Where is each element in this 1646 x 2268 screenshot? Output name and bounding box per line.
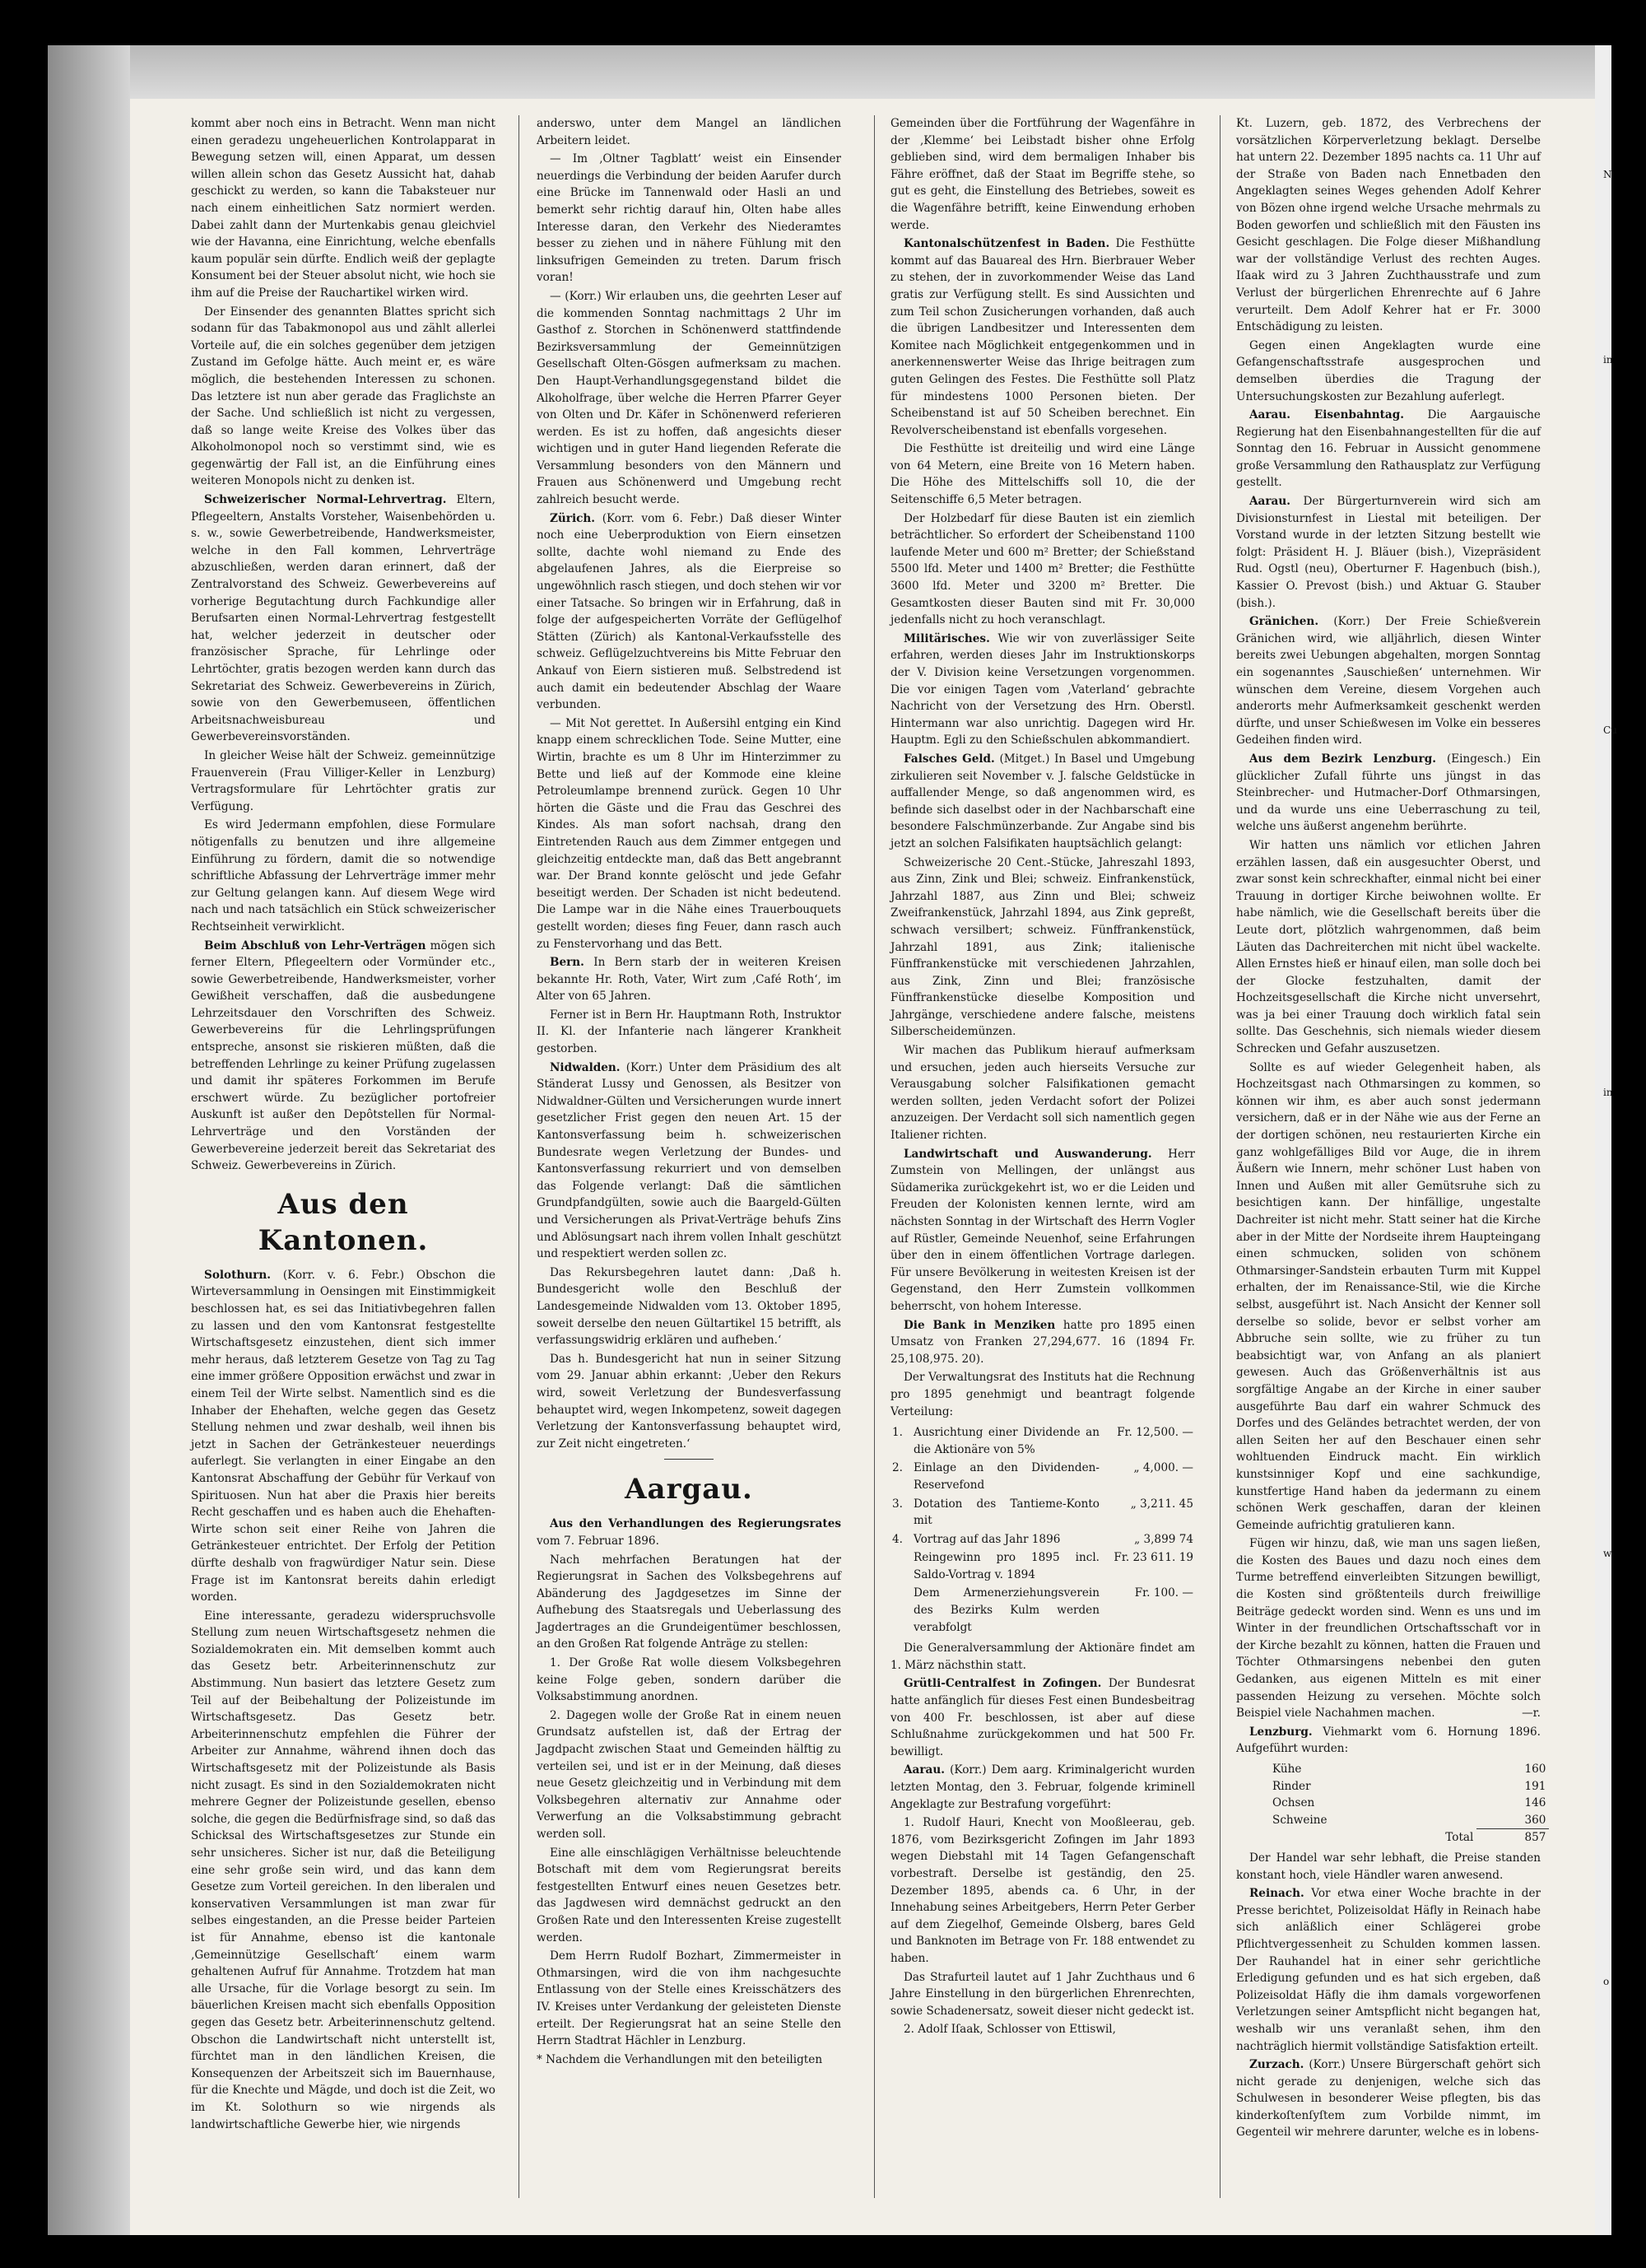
edge-fragment: in (1603, 1087, 1613, 1098)
table-cell: 191 (1524, 1779, 1546, 1793)
paragraph (1236, 751, 1541, 836)
item-heading: Aarau. (904, 1763, 945, 1777)
item-heading: Nidwalden. (550, 1060, 621, 1074)
table-cell: Vortrag auf das Jahr 1896 (914, 1532, 1061, 1546)
paragraph: Das h. Bundesgericht hat nun in seiner Sitzung vom 29. Januar abhin erkannt: ‚Ueber den Rekurs wird, soweit Verletzung der Bundesverfassung behauptet wird, wegen Inkompetenz, soweit dagegen Verletzung der Kantonsverfassung behauptet wird, zur Zeit nicht eingetreten.‘ (537, 1352, 841, 1451)
item-text: Viehmarkt vom 6. Hornung 1896. Aufgeführt wurden: (1236, 1725, 1541, 1756)
paragraph (1236, 2056, 1541, 2141)
paragraph (1236, 613, 1541, 749)
livestock-table (1269, 1761, 1549, 1847)
section-heading: Aargau. (625, 1473, 753, 1507)
footnote: * Nachdem die Verhandlungen mit den beteiligten (537, 2052, 823, 2066)
table-cell: „ 3,211. 45 (1130, 1497, 1193, 1511)
column-rule (874, 115, 875, 2198)
item-heading: Aarau. (1249, 495, 1290, 509)
table-cell: 146 (1524, 1796, 1546, 1810)
table-cell: 4. (892, 1532, 903, 1546)
item-heading: Reinach. (1249, 1887, 1304, 1901)
table-cell: Kühe (1272, 1763, 1302, 1776)
item-text: (Eingesch.) Ein glücklicher Zufall führte uns jüngst in das Steinbrecher- und Hutmacher-Dorf Othmarsingen, und da wurde uns eine Ueberraschung zu teil, welche uns äußerst angenehm berührte. (1236, 752, 1541, 834)
paragraph: Der Holzbedarf für diese Bauten ist ein ziemlich beträchtlicher. So erfordert der Scheibenstand 1100 laufende Meter und 600 m² Bretter; der Schießstand 5500 lfd. Meter und 1400 m² Bretter; die Festhütte 3600 lfd. Meter und 3200 m² Bretter. Die Gesamtkosten dieser Bauten sind mit Fr. 30,000 jedenfalls nicht zu hoch veranschlagt. (890, 511, 1195, 627)
edge-fragment: o (1603, 1976, 1610, 1987)
edge-fragment: in (1603, 354, 1613, 366)
table-row (890, 1530, 1195, 1549)
paragraph: Gemeinden über die Fortführung der Wagenfähre in der ‚Klemme‘ bei Leibstadt bisher ohne Erfolg geblieben sind, wird dem bermaligen Inhaber bis Fähre eröffnet, daß der Staat im Begriffe stehe, so gut es geht, die Einstellung des Betriebes, soweit es die Wagenfähre betrifft, keine Einwendung erhoben werde. (890, 117, 1195, 232)
table-row (890, 1459, 1195, 1494)
paragraph: anderswo, unter dem Mangel an ländlichen Arbeitern leidet. (537, 117, 841, 147)
item-heading: Falsches Geld. (904, 752, 995, 766)
paragraph: Ferner ist in Bern Hr. Hauptmann Roth, Instruktor II. Kl. der Infanterie nach längerer Krankheit gestorben. (537, 1008, 841, 1056)
table-cell: Schweine (1272, 1814, 1327, 1828)
paragraph: — Mit Not gerettet. In Außersihl entging ein Kind knapp einem schrecklichen Tode. Seine Mutter, eine Wirtin, brachte es um 8 Uhr im Hinterzimmer zu Bette und ließ auf der Kommode eine kleine Petroleumlampe brennend zurück. Gegen 10 Uhr hörten die Gäste und die Frau das Geschrei des Kindes. Als man sofort nachsah, drang den Eintretenden Rauch aus dem Zimmer entgegen und gleichzeitig entdeckte man, daß das Bett angebrannt war. Der Brand konnte gelöscht und jede Gefahr beseitigt werden. Der Schaden ist nicht bedeutend. Die Lampe war in die Nähe eines Trauerbouquets gestellt worden; dieses fing Feuer, dann rasch auch zu Fenstervorhang und das Bett. (537, 716, 841, 951)
section-heading: Aus den Kantonen. (258, 1187, 429, 1257)
paragraph (1236, 493, 1541, 612)
table-cell: „ 3,899 74 (1134, 1532, 1193, 1546)
table-cell: 857 (1524, 1831, 1546, 1845)
column-rule (1220, 115, 1221, 2198)
item-heading: Solothurn. (204, 1268, 271, 1282)
paragraph (191, 491, 495, 746)
paragraph: Das Rekursbegehren lautet dann: ‚Daß h. Bundesgericht wolle den Beschluß der Landesgemeinde Nidwalden vom 13. Oktober 1895, soweit derselbe den neuen Gültartikel 15 betrifft, als verfassungswidrig erklären und aufheben.‘ (537, 1265, 841, 1348)
item-text: (Korr.) Der Freie Schießverein Gränichen wird, wie alljährlich, diesen Winter bereits zwei Uebungen abgehalten, morgen Sonntag ein sogenanntes ‚Sauschießen‘ unternehmen. Wir wünschen dem Vereine, diesem Vorgehen auch anderorts mehr Aufmerksamkeit geschenkt werden dürfte, und unser Schießwesen im Volke ein besseres Gedeihen finden wird. (1236, 615, 1541, 747)
paragraph (191, 1267, 495, 1606)
paragraph: kommt aber noch eins in Betracht. Wenn man nicht einen geradezu ungeheuerlichen Kontrolapparat in Bewegung setzen will, einen Apparat, um dessen willen allein schon das Gesetz Aussicht hat, dahab geschickt zu werden, so kann die Tabaksteuer nur nach einem einheitlichen Satz normiert werden. Dabei zahlt dann der Murtenkabis genau gleichviel wie der Havanna, eine Einrichtung, welche ebenfalls kaum populär sein dürfte. Endlich weiß der geplagte Konsument bei der Steuer absolut nicht, wie hoch sie ihm auf die Preise der Rauchartikel wirken wird. (191, 117, 495, 300)
paragraph: Die Festhütte ist dreiteilig und wird eine Länge von 64 Metern, eine Breite von 16 Metern haben. Die Höhe des Mittelschiffs soll 10, die der Seitenschiffe 6,5 Meter betragen. (890, 442, 1195, 507)
paragraph: Wir hatten uns nämlich vor etlichen Jahren erzählen lassen, daß ein ausgesuchter Oberst, und zwar sonst kein schreckhafter, einmal nicht bei einer Trauung in dortiger Kirche beiwohnen wollte. Er habe nämlich, wie die Gesellschaft bereits über die Leute dort, plötzlich wahrgenommen, daß beim Läuten das Dachreiterchen mit nicht übel wackelte. Allen Ernstes hieß er hinauf eilen, man solle doch bei der Glocke festzuhalten, damit der Hochzeitsgesellschaft die Kirche nicht unversehrt, was ja bei einer Trauung doch wirklich fatal sein sollte. Das Geschehnis, sich niemals wieder diesem Schrecken und Gefahr auszusetzen. (1236, 838, 1541, 1056)
scan-margin-left (48, 45, 130, 2235)
item-text: vom 7. Februar 1896. (537, 1534, 659, 1548)
table-cell: 160 (1524, 1763, 1546, 1776)
table-row (890, 1548, 1195, 1584)
table-cell: Fr. 12,500. — (1117, 1426, 1193, 1440)
item-heading: Zurzach. (1249, 2058, 1304, 2072)
paragraph: 2. Dagegen wolle der Große Rat in einem neuen Grundsatz aufstellen ist, daß der Ertrag der Jagdpacht zwischen Staat und Gemeinden hälftig zu verteilen sei, und ist er in der Meinung, daß dieses neue Gesetz gleichzeitig und in Verbindung mit dem Volksbegehren alternativ zur Annahme oder Verwerfung an die Volksabstimmung gebracht werden soll. (537, 1708, 841, 1841)
item-text: (Korr.) Unsere Bürgerschaft gehört sich nicht gerade zu denjenigen, welche sich das Schulwesen in besonderer Weise pflegten, bis das kinderkoſtenſyſtem zum Vorbilde nimmt, im Gegenteil wir mehrere darunter, welche es in lobens- (1236, 2058, 1541, 2140)
paragraph (191, 938, 495, 1175)
table-cell: Dotation des Tantieme-Konto mit (914, 1497, 1100, 1528)
paragraph (890, 751, 1195, 853)
column-4 (1236, 115, 1546, 2198)
table-cell: Reingewinn pro 1895 incl. Saldo-Vortrag v. 1894 (914, 1551, 1100, 1581)
item-heading: Die Bank in Menziken (904, 1318, 1056, 1332)
paragraph: Der Handel war sehr lebhaft, die Preise standen konstant hoch, viele Händler waren anwesend. (1236, 1851, 1541, 1882)
table-cell: Dem Armenerziehungsverein des Bezirks Kulm werden verabfolgt (914, 1586, 1100, 1634)
paragraph (890, 1675, 1195, 1760)
item-heading: Zürich. (550, 511, 596, 525)
item-text: Die Aargauische Regierung hat den Eisenbahnangestellten für die auf Sonntag den 16. Februar in Aussicht genommene große Versammlung den Rathausplatz zur Verfügung gestellt. (1236, 408, 1541, 490)
column-3 (890, 115, 1195, 2198)
signature: —r. (1522, 1707, 1541, 1721)
table-cell: Fr. 100. — (1134, 1586, 1193, 1600)
table-row (1269, 1761, 1549, 1778)
item-text: Der Bürgerturnverein wird sich am Divisionsturnfest in Liestal mit beteiligen. Der Vorstand wurde in der letzten Sitzung bestellt wie folgt: Präsident H. J. Bläuer (bish.), Vizepräsident Rud. Ogstl (neu), Oberturner F. Hagenbuch (bish.), Kassier O. Prevost (bish.) und Aktuar G. Stauber (bish.). (1236, 495, 1541, 610)
table-cell: 2. (892, 1461, 903, 1475)
paragraph: Eine alle einschlägigen Verhältnisse beleuchtende Botschaft mit dem vom Regierungsrat bereits festgestellten Entwurf eines neuen Gesetzes betr. das Jagdwesen wird demnächst gedruckt an den Großen Rate und den Interessenten Kreise zugestellt werden. (537, 1846, 841, 1944)
item-heading: Gränichen. (1249, 615, 1319, 629)
paragraph: Kt. Luzern, geb. 1872, des Verbrechens der vorsätzlichen Körperverletzung beklagt. Derselbe hat untern 22. Dezember 1895 nachts ca. 11 Uhr auf der Straße von Baden nach Ennetbaden den Angeklagten seines Weges gehenden Adolf Kehrer von Bözen ohne irgend welche Ursache mehrmals zu Boden geworfen und schließlich mit den Fäusten ins Gesicht geschlagen. Die Folge dieser Mißhandlung war der vollständige Verlust des rechten Auges. Iſaak wird zu 3 Jahren Zuchthausstrafe und zum Verlust der bürgerlichen Ehrenrechte auf 6 Jahre verurteilt. Dem Adolf Kehrer hat er Fr. 3000 Entschädigung zu leisten. (1236, 117, 1541, 334)
item-heading: Grütli-Centralfest in Zofingen. (904, 1677, 1102, 1691)
edge-fragment: w (1603, 1548, 1612, 1559)
paragraph: 1. Der Große Rat wolle diesem Volksbegehren keine Folge geben, sondern darüber die Volksabstimmung anordnen. (537, 1656, 841, 1704)
item-heading: Bern. (550, 956, 584, 970)
edge-fragment: N (1603, 169, 1612, 180)
item-text: Herr Zumstein von Mellingen, der unlängst aus Südamerika zurückgekehrt ist, wo er die Leiden und Freuden der Kolonisten kennen lernte, wird am nächsten Sonntag in der Wirtschaft des Herrn Vogler auf Rüstler, Gemeinde Neuenhof, seine Erfahrungen über den in einem öffentlichen Vortrage darlegen. Für unsere Bevölkerung in weitesten Kreisen ist der Gegenstand, den Herr Zumstein vollkommen beherrscht, von hohem Interesse. (890, 1147, 1195, 1313)
table-row (1269, 1812, 1549, 1829)
item-text: (Korr.) Dem aarg. Kriminalgericht wurden letzten Montag, den 3. Februar, folgende kriminell Angeklagte zur Bestrafung vorgeführt: (890, 1763, 1195, 1811)
paragraph: Gegen einen Angeklagten wurde eine Gefangenschaftsstrafe ausgesprochen und demselben überdies die Tragung der Untersuchungskosten zur Bezahlung auferlegt. (1236, 338, 1541, 403)
distribution-table (890, 1423, 1195, 1637)
item-text: (Mitget.) In Basel und Umgebung zirkulieren seit November v. J. falsche Geldstücke in auffallender Menge, so daß angenommen wird, es befinde sich daselbst oder in der Nachbarschaft eine besondere Falschmünzerbande. Zur Angabe sind bis jetzt an solchen Falsifikaten hauptsächlich gelangt: (890, 752, 1195, 850)
item-text: Wie wir von zuverlässiger Seite erfahren, werden dieses Jahr im Instruktionskorps der V. Division keine Versetzungen vorgenommen. Die vor einigen Tagen vom ‚Vaterland‘ gebrachte Nachricht von der Versetzung des Hrn. Oberstl. Hintermann war also unrichtig. Dagegen wird Hr. Hauptm. Egli zu den Schießschulen abkommandiert. (890, 631, 1196, 747)
paragraph: Wir machen das Publikum hierauf aufmerksam und ersuchen, jeden auch hierseits Versuche zur Verausgabung solcher Falsifikationen gemacht werden sollten, jeden Verdacht sofort der Polizei anzuzeigen. Der Verdacht soll sich namentlich gegen Italiener richten. (890, 1044, 1195, 1143)
table-cell: Total (1445, 1831, 1474, 1845)
paragraph (890, 1762, 1195, 1813)
paragraph (537, 1059, 841, 1263)
column-2 (537, 115, 841, 2198)
table-cell (890, 1548, 912, 1584)
separator (664, 1459, 714, 1460)
paragraph: Nach mehrfachen Beratungen hat der Regierungsrat in Sachen des Volksbegehrens auf Abänderung des Jagdgesetzes im Sinne der Aufhebung des Staatsregals und Ueberlassung des Jagdertrages an die Grundeigentümer beschlossen, an den Großen Rat folgende Anträge zu stellen: (537, 1553, 841, 1651)
item-text: (Korr. vom 6. Febr.) Daß dieser Winter noch eine Ueberproduktion von Eiern einsetzen sollte, dachte wohl niemand zu Ende des abgelaufenen Jahres, als die Eierpreise so ungewöhnlich rasch stiegen, und doch stehen wir vor einer Tatsache. So bringen wir in Erfahrung, daß in folge der aufgespeicherten Vorräte der Geflügelhof Stätten (Zürich) als Kantonal-Verkaufsstelle des schweiz. Geflügelzuchtvereins bis Mitte Februar den Ankauf von Eiern sistieren muß. Selbstredend ist auch damit ein bedeutender Abschlag der Waare verbunden. (537, 511, 841, 712)
table-cell: 3. (892, 1497, 903, 1511)
paragraph (537, 1516, 841, 1549)
item-heading: Aarau. Eisenbahntag. (1249, 408, 1404, 422)
column-1 (191, 115, 495, 2198)
item-heading: Landwirtschaft und Auswanderung. (904, 1147, 1152, 1161)
item-heading: Beim Abschluß von Lehr-Verträgen (204, 938, 426, 952)
item-text: Die Festhütte kommt auf das Bauareal des Hrn. Bierbrauer Weber zu stehen, der in zuvorkommender Weise das Land gratis zur Verfügung stellt. Es sind Aussichten und zum Teil schon Zusicherungen vorhanden, daß auch die übrigen Landbesitzer und Interessenten dem Komitee nach Möglichkeit entgegenkommen und in anerkennenswerter Weise das Ihrige beitragen zum guten Gelingen des Festes. Die Festhütte soll Platz für mindestens 1000 Personen bieten. Der Scheibenstand ist auf 50 Scheiben berechnet. Ein Revolverscheibenstand ist ebenfalls vorgesehen. (890, 237, 1195, 437)
paragraph: — (Korr.) Wir erlauben uns, die geehrten Leser auf die kommenden Sonntag nachmittags 2 Uhr im Gasthof z. Storchen in Schönenwerd stattfindende Bezirksversammlung der Gemeinnützigen Gesellschaft Olten-Gösgen aufmerksam zu machen. Den Haupt-Verhandlungsgegenstand bildet die Alkoholfrage, über welche die Herren Pfarrer Geyer von Olten und Dr. Käfer in Schönenwerd referieren werden. Es ist zu hoffen, daß angesichts dieser wichtigen und in guter Hand liegenden Referate die Versammlung besonders von den Männern und Frauen aus Schönenwerd und Umgebung recht zahlreich besucht werde. (537, 289, 841, 507)
item-text: (Korr.) Unter dem Präsidium des alt Ständerat Lussy und Genossen, als Besitzer von Nidwaldner-Gülten und Versicherungen wurde innert gesetzlicher Frist gegen den neuen Art. 15 der Kantonsverfassung beim h. schweizerischen Bundesrate wegen Verletzung der Bundes- und Kantonsverfassung rekurriert und von demselben das Folgende verlangt: Daß die sämtlichen Grundpfandgülten, sowie auch die Baargeld-Gülten und Versicherungen als Privat-Verträge behufs Zins und Ablösungsart nach ihrem vollen Inhalt geschützt und respektiert werden sollen zc. (537, 1060, 841, 1261)
paragraph: Es wird Jedermann empfohlen, diese Formulare nötigenfalls zu benutzen und ihre allgemeine Einführung zu fördern, damit die so notwendige schriftliche Abfassung der Lehrverträge immer mehr zur Geltung gelangen kann. Auf diesem Wege wird nach und nach tatsächlich ein Stück schweizerischer Rechtseinheit verwirklicht. (191, 818, 495, 934)
item-heading: Aus den Verhandlungen des Regierungsrates (550, 1517, 841, 1531)
paragraph: Der Einsender des genannten Blattes spricht sich sodann für das Tabakmonopol aus und zählt allerlei Vorteile auf, die ein solches gegenüber dem jetzigen Zustand im Gefolge hätte. Auch meint er, es wäre möglich, die bestehenden Interessen zu schonen. Das letztere ist nun aber gerade das Fraglichste an der Sache. Und schließlich ist nicht zu vergessen, daß so lange weite Kreise des Volkes über das Alkoholmonopol noch so verstimmt sind, wie es gegenwärtig der Fall ist, an die Einführung eines weiteren Monopols nicht zu denken ist. (191, 305, 495, 488)
paragraph (1236, 407, 1541, 491)
paragraph (890, 631, 1195, 749)
table-cell: Ausrichtung einer Dividende an die Aktionäre von 5% (914, 1426, 1100, 1456)
item-text: (Korr. v. 6. Febr.) Obschon die Wirteversammlung in Oensingen mit Einstimmigkeit beschlossen hat, es sei das Initiativbegehren fallen zu lassen und den vom Kantonsrat festgestellte Wirtschaftsgesetz einzustehen, dient sich immer mehr heraus, daß letzterem Gesetze von Tag zu Tag eine immer größere Opposition erwächst und zwar in einem Teil der Wirte selbst. Namentlich sind es die Inhaber der Ehehaften, welche gegen das Gesetz Stellung nehmen und zwar deshalb, weil ihnen bis jetzt in Sachen der Getränkesteuer neuerdings auferlegt. Sie verlangten in einer Eingabe an den Kantonsrat Abschaffung der Gebühr für Verkauf von Spirituosen. Nun hat aber die Praxis hier bereits Recht geschaffen und es haben auch die Ehehaften-Wirte schon seit einer Reihe von Jahren die Getränkesteuer entrichtet. Der Erfolg der Petition dürfte deshalb von fragwürdiger Natur sein. Diese Frage ist im Kantonsrat bereits dahin erledigt worden. (191, 1268, 495, 1604)
table-cell (890, 1584, 912, 1637)
scan-margin-top (48, 45, 1611, 99)
table-row (1269, 1829, 1549, 1847)
scan-margin-right (1595, 45, 1611, 2235)
paragraph: Die Generalversammlung der Aktionäre findet am 1. März nächsthin statt. (890, 1642, 1195, 1672)
item-heading: Militärisches. (904, 631, 990, 645)
paragraph: Der Verwaltungsrat des Instituts hat die Rechnung pro 1895 genehmigt und beantragt folgende Verteilung: (890, 1371, 1195, 1418)
paragraph: 2. Adolf Iſaak, Schlosser von Ettiswil, (904, 2023, 1116, 2037)
table-cell: Rinder (1272, 1779, 1311, 1793)
column-rule (518, 115, 519, 2198)
paragraph (537, 954, 841, 1005)
paragraph: Schweizerische 20 Cent.-Stücke, Jahreszahl 1893, aus Zinn, Zink und Blei; schweiz. Einfrankenstück, Jahrzahl 1887, aus Zinn und Blei; schweiz Zweifrankenstück, Jahrzahl 1894, aus Zink gepreßt, schwach versilbert; schweiz. Fünffrankenstück, Jahrzahl 1891, aus Zink; italienische Fünffrankenstücke mit verschiedenen Jahrzahlen, aus Zink, Zinn und Blei; französische Fünffrankenstücke dieselbe Komposition und Jahrgänge, verschiedene andere falsche, meistens Silberscheidemünzen. (890, 855, 1195, 1039)
table-cell: Einlage an den Dividenden-Reservefond (914, 1461, 1100, 1492)
table-row (1269, 1795, 1549, 1812)
item-text: Der Bundesrat hatte anfänglich für dieses Fest einen Bundesbeitrag von 400 Fr. beschlossen, ist aber auf diese Schlußnahme zurückgekommen und hat 500 Fr. bewilligt. (890, 1677, 1195, 1758)
item-heading: Kantonalschützenfest in Baden. (904, 237, 1110, 251)
edge-fragment: Cu (1603, 724, 1617, 736)
item-text: mögen sich ferner Eltern, Pflegeeltern oder Vormünder etc., sowie Gewerbetreibende, Handwerksmeister, vorher Gewißheit verschaffen, daß die ausbedungene Lehrzeitsdauer den Vorschriften des Schweiz. Gewerbevereins für die Lehrlingsprüfungen entspreche, ansonst sie riskieren müßten, daß die betreffenden Lehrlinge zu keiner Prüfung zugelassen und damit ihr späteres Forkommen im Berufe erschwert würde. Zu bezüglicher portofreier Auskunft ist außer den Depôtstellen für Normal-Lehrverträge und den Vorständen der Gewerbevereine jederzeit bereit das Sekretariat des Schweiz. Gewerbevereins in Zürich. (191, 938, 496, 1173)
table-row (1269, 1778, 1549, 1795)
paragraph (1236, 1724, 1541, 1758)
paragraph: In gleicher Weise hält der Schweiz. gemeinnützige Frauenverein (Frau Villiger-Keller in Lenzburg) Vertragsformulare für Lehrtöchter gratis zur Verfügung. (191, 748, 495, 813)
paragraph: Eine interessante, geradezu widerspruchsvolle Stellung zum neuen Wirtschaftsgesetz nehmen die Sozialdemokraten ein. Mit demselben kommt auch das Gesetz betr. Arbeiterinnenschutz zur Abstimmung. Nun basiert das letztere Gesetz zum Teil auf der Beibehaltung der Polizeistunde im Wirtschaftsgesetz. Das Gesetz betr. Arbeiterinnenschutz empfehlen die Führer der Arbeiter zur Annahme, während ihnen doch das Wirtschaftsgesetz mit der Polizeistunde als Basis nicht zusagt. Es sind in den Sozialdemokraten nicht mehrere Gegner der Polizeistunde gesellen, ebenso solche, die gegen die Bedürfnisfrage sind, so daß das Schicksal des Wirtschaftsgesetzes zur Stunde ein sehr unsicheres. Sicher ist nur, daß die Beteiligung eine sehr große sein wird, und das kann dem Gesetze zum Vorteil gereichen. In den liberalen und konservativen Versammlungen ist man zwar für selbes eingestanden, an die Presse beider Parteien ist für Annahme, ebenso ist die kantonale ‚Gemeinnützige Gesellschaft‘ einem warm gehaltenen Aufruf für Annahme. Trotzdem hat man alle Ursache, für die Vorlage besorgt zu sein. Im bäuerlichen Kreisen macht sich ebenfalls Opposition gegen das Gesetz betr. Arbeiterinnenschutz geltend. Obschon die Landwirtschaft nicht unterstellt ist, fürchtet man in den ländlichen Kreisen, die Konsequenzen der Arbeitszeit sich im Bauernhause, für die Knechte und Mägde, und doch ist die Zeit, wo im Kt. Solothurn so wie nirgends als landwirtschaftliche Gewerbe hier, wie nirgends (191, 1609, 495, 2131)
paragraph (890, 235, 1195, 439)
item-heading: Lenzburg. (1249, 1725, 1313, 1739)
paragraph (537, 510, 841, 714)
item-heading: Schweizerischer Normal-Lehrvertrag. (204, 493, 447, 507)
table-cell: Ochsen (1272, 1796, 1315, 1810)
paragraph (1236, 1535, 1541, 1722)
paragraph: Dem Herrn Rudolf Bozhart, Zimmermeister in Othmarsingen, wird die von ihm nachgesuchte Entlassung von der Stelle eines Kreisschätzers des IV. Kreises unter Verdankung der geleisteten Dienste erteilt. Der Regierungsrat hat an seine Stelle den Herrn Stadtrat Hächler in Lenzburg. (537, 1949, 841, 2048)
paragraph (890, 1146, 1195, 1316)
item-text: Fügen wir hinzu, daß, wie man uns sagen ließen, die Kosten des Baues und dazu noch eines dem Turme betreffend einverleibten Sitzungen bewilligt, die Kosten sind größtenteils durch freiwillige Beiträge gedeckt worden sind. Wenn es uns und im Winter in der freundlichen Ortschaftsschaft vor in der Kirche bezahlt zu können, hatten die Frauen und Töchter Othmarsingens nebenbei den guten Gedanken, aus eigenen Mitteln es mit einer passenden Heizung zu versehen. Möchte solch Beispiel viele Nachahmen machen. (1236, 1537, 1541, 1721)
paragraph: — Im ‚Oltner Tagblatt‘ weist ein Einsender neuerdings die Verbindung der beiden Aarufer durch eine Brücke im Tannenwald oder Hasli an und bemerkt sehr richtig darauf hin, Olten habe alles Interesse daran, den Verkehr des Niederamtes besser zu ziehen und in nähere Fühlung mit den linksufrigen Gemeinden zu treten. Darum frisch voran! (537, 152, 841, 285)
paragraph: 1. Rudolf Hauri, Knecht von Mooßleerau, geb. 1876, vom Bezirksgericht Zofingen im Jahr 1893 wegen Diebstahl mit 14 Tagen Gefangenschaft vorbestraft. Derselbe ist geständig, den 25. Dezember 1895, abends ca. 6 Uhr, in der Innehabung seines Arbeitgebers, Herrn Peter Gerber auf dem Ziegelhof, Gemeinde Olsberg, bares Geld und Banknoten im Betrage von Fr. 188 entwendet zu haben. (890, 1816, 1195, 1965)
paragraph (890, 1317, 1195, 1368)
table-cell: „ 4,000. — (1133, 1461, 1193, 1475)
paragraph: Das Strafurteil lautet auf 1 Jahr Zuchthaus und 6 Jahre Einstellung in den bürgerlichen Ehrenrechten, sowie Schadenersatz, soweit dieser nicht gedeckt ist. (890, 1970, 1195, 2018)
paragraph (1236, 1885, 1541, 2055)
item-text: Vor etwa einer Woche brachte in der Presse berichtet, Polizeisoldat Häfly in Reinach habe sich anläßlich einer Schlägerei grobe Pflichtvergessenheit zu Schulden kommen lassen. Der Rauhandel hat in einer sehr gerichtliche Erledigung gefunden und es hat sich ergeben, daß Polizeisoldat Häfly die ihm damals vorgeworfenen Verletzungen seiner Amtspflicht nicht begangen hat, weshalb wir uns veranlaßt sehen, ihm den nachträglich hiermit vollständige Satisfaktion erteilt. (1236, 1887, 1541, 2053)
table-cell: 1. (892, 1426, 903, 1440)
item-text: Eltern, Pflegeeltern, Anstalts Vorsteher, Waisenbehörden u. s. w., sowie Gewerbetreibende, Handwerksmeister, welche in den Fall kommen, Lehrverträge abzuschließen, werden daran erinnert, daß der Zentralvorstand des Schweiz. Gewerbevereins auf vorherige Begutachtung durch Fachkundige aller Berufsarten einen Normal-Lehrvertrag festgestellt hat, welcher jederzeit in deutscher oder französischer Sprache, für Lehrlinge oder Lehrtöchter, gratis bezogen werden kann durch das Sekretariat des Schweiz. Gewerbevereins in Zürich, sowie von den Gewerbemuseen, öffentlichen Arbeitsnachweisbureau und Gewerbevereinsvorständen. (191, 493, 495, 744)
paragraph: Sollte es auf wieder Gelegenheit haben, als Hochzeitsgast nach Othmarsingen zu kommen, so können wir ihm, es aber auch sonst jedermann versichern, daß er in der Nähe wie aus der Ferne an der dortigen schönen, neu restaurierten Kirche ein ganz wohlgefälliges Bild vor Auge, die in ihrem Äußern wie Innern, mehr schöner Lust haben von Innen und Außen mit aller Gemütsruhe sich zu besichtigen kann. Der hinfällige, ungestalte Dachreiter ist nicht mehr. Statt seiner hat die Kirche aber in der Mitte der Nordseite ihrem Haupteingang einen schmucken, soliden von schönem Othmarsinger-Sandstein erbauten Turm mit Kuppel erhalten, der im Renaissance-Stil, wie die Kirche selbst, ausgeführt ist. Nach Ansicht der Kenner soll derselbe so solide, bevor er selbst vorher am Abbruche sein sollte, wie zu früher zu tun beabsichtigt war, von Anfang an als planiert gewesen. Auch das Größenverhältnis ist aus sorgfältige Angabe an der Kirche in einer sauber ausgeführte Bau darf ein wahrer Schmuck des Dorfes und des Geländes betrachtet werden, der von allen Seiten her auf den Beschauer einen sehr wohltuenden Eindruck macht. Ein wirklich kunstsinniger Kopf und eine sachkundige, kunstfertige Hand haben da jedermann zu einem schönen Werk geschaffen, daran der kleinen Gemeinde aufrichtig gratulieren kann. (1236, 1060, 1541, 1532)
table-row (890, 1423, 1195, 1459)
table-row (890, 1495, 1195, 1530)
table-cell: 360 (1476, 1812, 1549, 1829)
item-heading: Aus dem Bezirk Lenzburg. (1249, 752, 1436, 766)
table-row (890, 1584, 1195, 1637)
table-cell: Fr. 23 611. 19 (1114, 1551, 1193, 1565)
item-text: hatte pro 1895 einen Umsatz von Franken 27,294,677. 16 (1894 Fr. 25,108,975. 20). (890, 1318, 1195, 1366)
item-text: In Bern starb der in weiteren Kreisen bekannte Hr. Roth, Vater, Wirt zum ‚Café Roth‘, im Alter von 65 Jahren. (537, 956, 841, 1004)
